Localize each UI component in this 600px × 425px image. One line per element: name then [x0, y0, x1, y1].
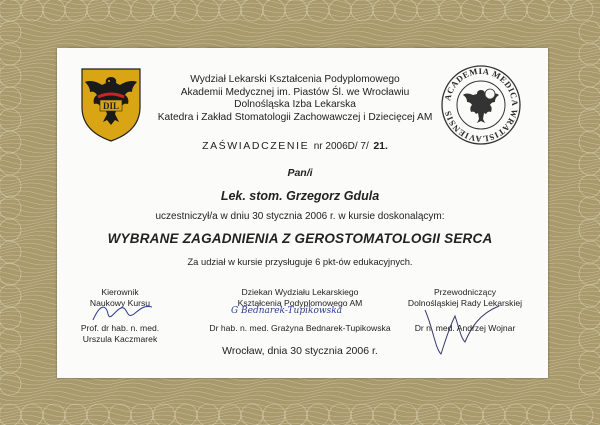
guilloche-scallop	[0, 0, 21, 21]
salutation: Pan/i	[287, 167, 313, 179]
guilloche-scallop	[21, 0, 43, 21]
course-title: WYBRANE ZAGADNIENIA Z GEROSTOMATOLOGII SERCA	[107, 231, 493, 246]
guilloche-scallop	[0, 131, 21, 153]
participation-statement: uczestniczył/a w dniu 30 stycznia 2006 r. w kursie doskonalącym:	[155, 211, 445, 222]
guilloche-scallop	[461, 0, 483, 21]
signature-person: Dr n. med. Andrzej Wojnar	[414, 323, 516, 333]
guilloche-line	[0, 19, 600, 25]
guilloche-line	[0, 23, 600, 29]
points-statement: Za udział w kursie przysługuje 6 pkt-ów edukacyjnych.	[187, 256, 413, 267]
guilloche-scallop	[153, 404, 175, 425]
guilloche-scallop	[153, 0, 175, 21]
signature-person: Dr hab. n. med. Grażyna Bednarek-Tupikowska	[209, 323, 391, 333]
guilloche-line	[0, 415, 600, 421]
header-line: Wydział Lekarski Kształcenia Podyplomowego	[190, 74, 400, 85]
signature-role: Przewodniczący	[433, 287, 497, 297]
guilloche-scallop	[43, 404, 65, 425]
signature-role: Kształcenia Podyplomowego AM	[237, 298, 363, 308]
recipient-name: Lek. stom. Grzegorz Gdula	[220, 189, 380, 203]
guilloche-scallop	[131, 0, 153, 21]
guilloche-line	[0, 35, 600, 41]
guilloche-line	[0, 395, 600, 401]
guilloche-line	[0, 387, 600, 393]
guilloche-scallop	[197, 404, 219, 425]
handwritten-signature-dean: G Bednarek-Tupikowska	[231, 306, 343, 316]
signature-name-dean	[185, 323, 415, 334]
guilloche-scallop	[175, 404, 197, 425]
place-and-date: Wrocław, dnia 30 stycznia 2006 r.	[222, 345, 378, 357]
seal-ring-text: ACADEMIA MEDICA WRATISLAVIENSIS	[442, 65, 521, 145]
signature-role: Naukowy Kursu	[89, 298, 151, 308]
guilloche-line	[0, 411, 600, 417]
signature-title: Prof. dr hab. n. med.	[80, 323, 160, 333]
signature-name-council-chair	[400, 323, 530, 334]
guilloche-scallop	[579, 109, 600, 131]
coat-of-arms-emblem	[80, 67, 142, 143]
signature-role: Dolnośląskiej Rady Lekarskiej	[407, 298, 523, 308]
academy-seal	[440, 64, 522, 146]
guilloche-scallop	[579, 285, 600, 307]
guilloche-scallop	[351, 404, 373, 425]
header-line: Dolnośląska Izba Lekarska	[234, 99, 356, 110]
guilloche-scallop	[417, 404, 439, 425]
guilloche-scallop	[549, 404, 571, 425]
guilloche-scallop	[351, 0, 373, 21]
guilloche-scallop	[263, 404, 285, 425]
certificate-heading	[150, 140, 440, 152]
signature-name-course-lead	[70, 323, 170, 345]
guilloche-scallop	[395, 0, 417, 21]
institution-header	[150, 74, 440, 124]
guilloche-scallop	[285, 404, 307, 425]
guilloche-scallop	[219, 404, 241, 425]
guilloche-scallop	[65, 404, 87, 425]
certificate-number-prefix: nr 2006D/ 7/	[313, 141, 369, 152]
guilloche-line	[0, 39, 600, 45]
signature-role: Dziekan Wydziału Lekarskiego	[241, 287, 359, 297]
guilloche-scallop	[549, 0, 571, 21]
header-line: Katedra i Zakład Stomatologii Zachowawczej i Dziecięcej AM	[157, 111, 433, 123]
guilloche-line	[0, 379, 600, 385]
guilloche-scallop	[579, 21, 600, 43]
guilloche-scallop	[109, 404, 131, 425]
guilloche-scallop	[527, 404, 549, 425]
guilloche-scallop	[0, 307, 21, 329]
seal-small-medallion-icon	[485, 89, 495, 99]
guilloche-line	[0, 31, 600, 37]
guilloche-scallop	[0, 65, 21, 87]
header-line: Akademii Medycznej im. Piastów Śl. we Wrocławiu	[180, 86, 410, 98]
guilloche-scallop	[219, 0, 241, 21]
emblem-monogram: DIL	[102, 101, 120, 111]
certificate-number-suffix: 21.	[373, 140, 388, 152]
guilloche-scallop	[65, 0, 87, 21]
signature-person: Urszula Kaczmarek	[82, 334, 158, 344]
guilloche-line	[0, 391, 600, 397]
certificate-label: ZAŚWIADCZENIE	[202, 140, 310, 152]
signature-role: Kierownik	[101, 287, 139, 297]
guilloche-scallop	[579, 43, 600, 65]
guilloche-scallop	[197, 0, 219, 21]
